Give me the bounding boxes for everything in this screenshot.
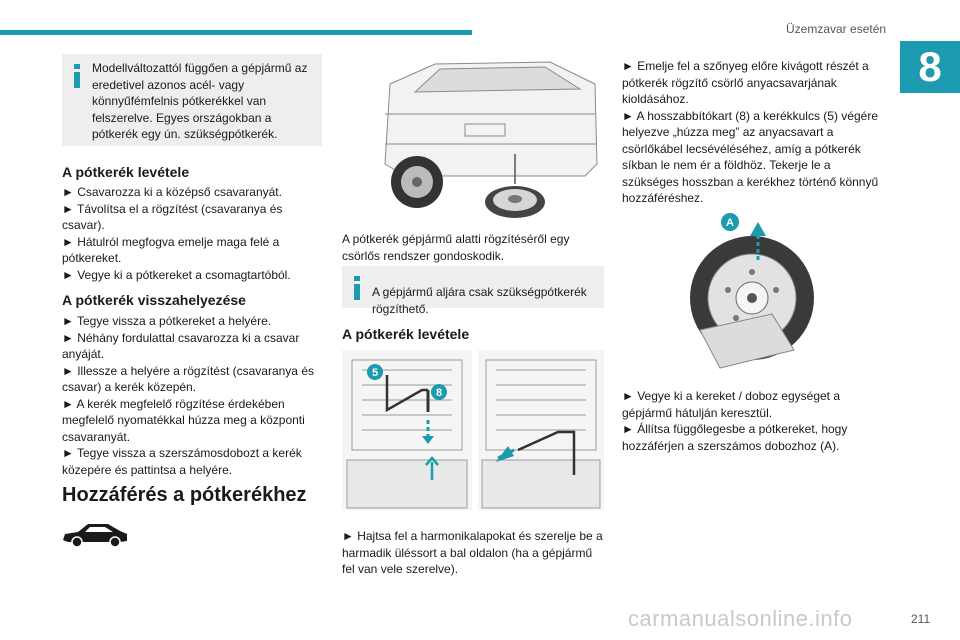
- info-icon: [354, 276, 360, 298]
- section-title: Üzemzavar esetén: [786, 22, 887, 36]
- heading-removal: A pótkerék levétele: [62, 164, 190, 180]
- trunk-illustration-left: [342, 350, 472, 510]
- header-accent-bar: [0, 30, 472, 35]
- caption-text: A pótkerék gépjármű alatti rögzítéséről egy csörlős rendszer gondoskodik.: [342, 232, 570, 263]
- step-text: ► Vegye ki a pótkereket a csomagtartóból.: [62, 267, 291, 282]
- removal-steps: [62, 184, 322, 283]
- step-text: ► A hosszabbítókart (8) a kerékkulcs (5) végére helyezve „húzza meg” az anyacsavart a csörlőkábel lecsévéléséhez, amíg a pótkerék síkban le nem ér a földhöz. Tekerje le a szükséges hosszban a kerékhez történő könnyű hozzáféréshez.: [622, 108, 879, 205]
- info-icon: [74, 64, 80, 86]
- step-text: ► Tegye vissza a szerszámosdobozt a kerék közepére és pattintsa a helyére.: [62, 446, 302, 477]
- step-text: ► Vegye ki a kereket / doboz egységet a gépjármű hátulján keresztül.: [622, 389, 841, 420]
- col3-steps-bottom: [622, 388, 884, 454]
- chapter-badge: 8: [900, 41, 960, 93]
- refit-steps: [62, 313, 322, 478]
- heading-access: Hozzáférés a pótkerékhez: [62, 484, 307, 506]
- info-text: Modellváltozattól függően a gépjármű az eredetivel azonos acél- vagy könnyűfémfelnis pótkerékkel van felszerelve. Egyes országokban a pótkerék egy ún. szükségpótkerék.: [92, 61, 308, 141]
- col2-steps: [342, 528, 604, 578]
- info-box-spare-type: [62, 54, 322, 146]
- step-text: ► A kerék megfelelő rögzítése érdekében megfelelő nyomatékkal húzza meg a központi csavaranyát.: [62, 396, 305, 444]
- info-text: A gépjármű aljára csak szükségpótkerék rögzíthető.: [372, 285, 587, 316]
- car-rear-illustration: [345, 54, 605, 222]
- col3-steps-top: [622, 58, 884, 207]
- label-5: 5: [371, 367, 379, 379]
- step-text: ► Csavarozza ki a középső csavaranyát.: [62, 185, 282, 199]
- step-text: ► Emelje fel a szőnyeg előre kivágott részét a pótkerék rögzítő csörlő anyacsavarjának kioldásához.: [622, 59, 869, 106]
- trunk-illustration-right: [478, 350, 604, 510]
- spare-wheel-illustration: [672, 210, 832, 376]
- caption-winch: [342, 231, 604, 264]
- step-text: ► Néhány fordulattal csavarozza ki a csavar anyáját.: [62, 330, 300, 361]
- car-side-icon: [60, 520, 130, 550]
- step-text: ► Hátulról megfogva emelje maga felé a pótkereket.: [62, 234, 280, 265]
- step-text: ► Hajtsa fel a harmonikalapokat és szerelje be a harmadik üléssort a bal oldalon (ha a gépjármű fel van vele szerelve).: [342, 529, 603, 576]
- heading-removal-2: A pótkerék levétele: [342, 326, 470, 342]
- page-number: 211: [911, 612, 931, 626]
- heading-refit: A pótkerék visszahelyezése: [62, 292, 246, 308]
- label-a: A: [726, 217, 734, 229]
- info-box-emergency-spare: [342, 266, 604, 316]
- watermark: carmanualsonline.info: [628, 606, 853, 631]
- step-text: ► Illessze a helyére a rögzítést (csavaranya és csavar) a kerék közepén.: [62, 363, 314, 394]
- step-text: ► Állítsa függőlegesbe a pótkereket, hogy hozzáférjen a szerszámos dobozhoz (A).: [622, 422, 848, 453]
- step-text: ► Távolítsa el a rögzítést (csavaranya és csavar).: [62, 201, 283, 232]
- label-8: 8: [435, 387, 443, 399]
- step-text: ► Tegye vissza a pótkereket a helyére.: [62, 314, 272, 328]
